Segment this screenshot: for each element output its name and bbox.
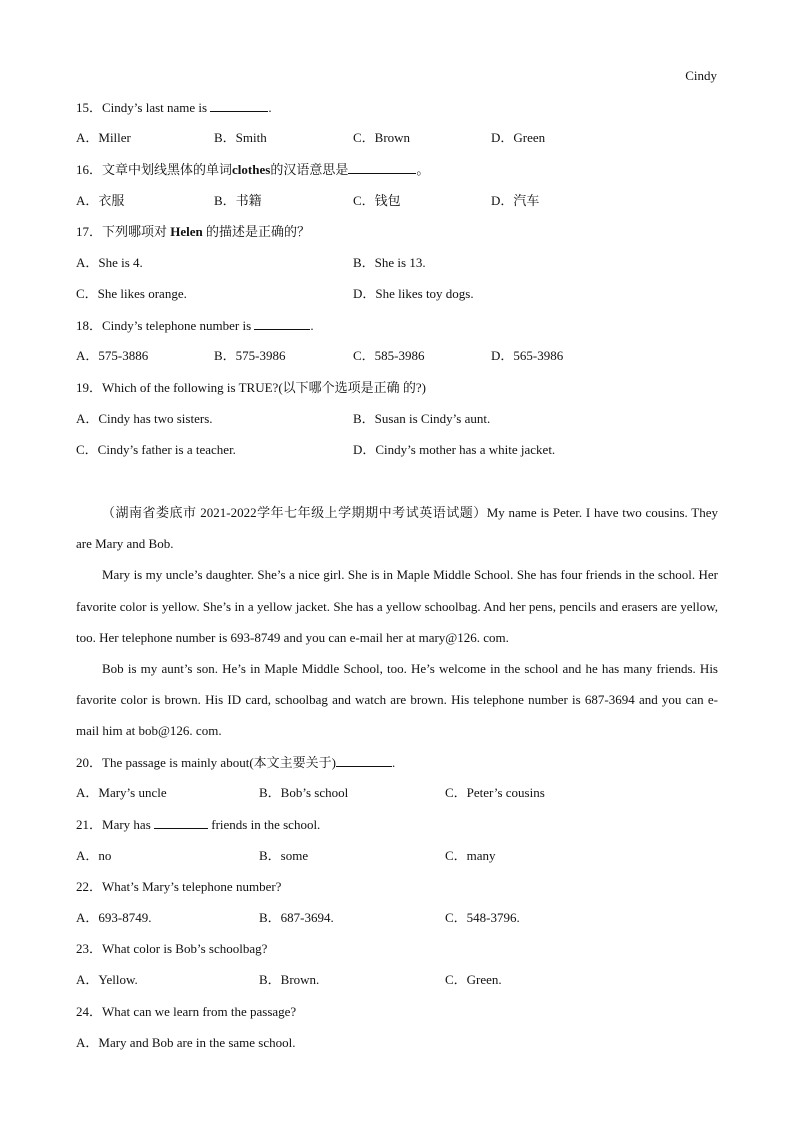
passage-paragraph-2: Mary is my uncle’s daughter. She’s a nice girl. She is in Maple Middle School. She has four friends in the school. Her favorite color is yellow. She’s in a yellow jacket. She has a yellow schoolbag. And her pens, pencils and erasers are yellow, too. Her telephone number is 693-8749 and you can e-mail her at mary@126. com. [76,567,718,645]
question-22: 22．What’s Mary’s telephone number? [76,879,282,894]
option-c: C．She likes orange. [76,286,187,301]
answer-blank [348,161,416,174]
answer-blank [210,99,268,112]
option-a: A．衣服 [76,193,125,208]
option-b: B．Brown. [259,972,320,987]
option-b: B．575-3986 [214,348,286,363]
option-d: D．汽车 [491,193,540,208]
option-c: C．钱包 [353,193,401,208]
reading-passage [76,497,718,747]
option-c: C．Cindy’s father is a teacher. [76,442,236,457]
answer-blank [154,816,208,829]
option-c: C．Green. [445,972,502,987]
answer-blank [336,754,392,767]
question-number: 17． [76,224,103,239]
question-text: Cindy’s last name is [102,100,208,115]
question-number: 22． [76,879,103,894]
bold-word: Helen [170,224,203,239]
option-b: B．some [259,848,309,863]
question-20: 20．The passage is mainly about(本文主要关于) . [76,755,396,770]
question-number: 16． [76,162,103,177]
option-b: B．Bob’s school [259,785,349,800]
option-a: A．Mary’s uncle [76,785,167,800]
option-a: A．Cindy has two sisters. [76,411,213,426]
question-number: 23． [76,941,103,956]
question-number: 24． [76,1004,103,1019]
option-a: A．Miller [76,130,131,145]
question-15: 15．Cindy’s last name is . [76,100,272,115]
option-c: C．many [445,848,496,863]
bold-word: clothes [232,162,271,177]
option-d: D．She likes toy dogs. [353,286,474,301]
option-a: A．Mary and Bob are in the same school. [76,1035,296,1050]
option-a: A．Yellow. [76,972,138,987]
option-b: B．687-3694. [259,910,334,925]
question-21: 21．Mary has friends in the school. [76,817,321,832]
option-c: C．Brown [353,130,411,145]
passage-paragraph-3: Bob is my aunt’s son. He’s in Maple Middle School, too. He’s welcome in the school and he has many friends. His favorite color is brown. His ID card, schoolbag and watch are brown. His telephone number is 687-3694 and you can e-mail him at bob@126. com. [76,661,718,739]
option-c: C．Peter’s cousins [445,785,545,800]
question-number: 19． [76,380,103,395]
question-number: 15． [76,100,103,115]
question-number: 21． [76,817,103,832]
question-19: 19．Which of the following is TRUE?(以下哪个选项是正确 的?) [76,380,427,395]
question-16: 16．文章中划线黑体的单词clothes的汉语意思是 。 [76,162,430,177]
option-b: B．She is 13. [353,255,426,270]
option-d: D．565-3986 [491,348,564,363]
running-header: Cindy [685,68,717,83]
option-a: A．no [76,848,112,863]
option-b: B．Susan is Cindy’s aunt. [353,411,491,426]
answer-blank [254,317,310,330]
question-23: 23．What color is Bob’s schoolbag? [76,941,268,956]
passage-paragraph-1: （湖南省娄底市 2021-2022学年七年级上学期期中考试英语试题）My name is Peter. I have two cousins. They are Mary and Bob. [76,505,718,552]
option-a: A．575-3886 [76,348,149,363]
option-b: B．书籍 [214,193,262,208]
question-24: 24．What can we learn from the passage? [76,1004,297,1019]
question-17: 17．下列哪项对 Helen 的描述是正确的？ [76,224,311,239]
option-c: C．585-3986 [353,348,425,363]
option-a: A．693-8749. [76,910,152,925]
option-d: D．Green [491,130,546,145]
question-number: 20． [76,755,103,770]
option-a: A．She is 4. [76,255,143,270]
question-18: 18．Cindy’s telephone number is . [76,318,314,333]
option-c: C．548-3796. [445,910,520,925]
option-d: D．Cindy’s mother has a white jacket. [353,442,556,457]
option-b: B．Smith [214,130,267,145]
question-number: 18． [76,318,103,333]
